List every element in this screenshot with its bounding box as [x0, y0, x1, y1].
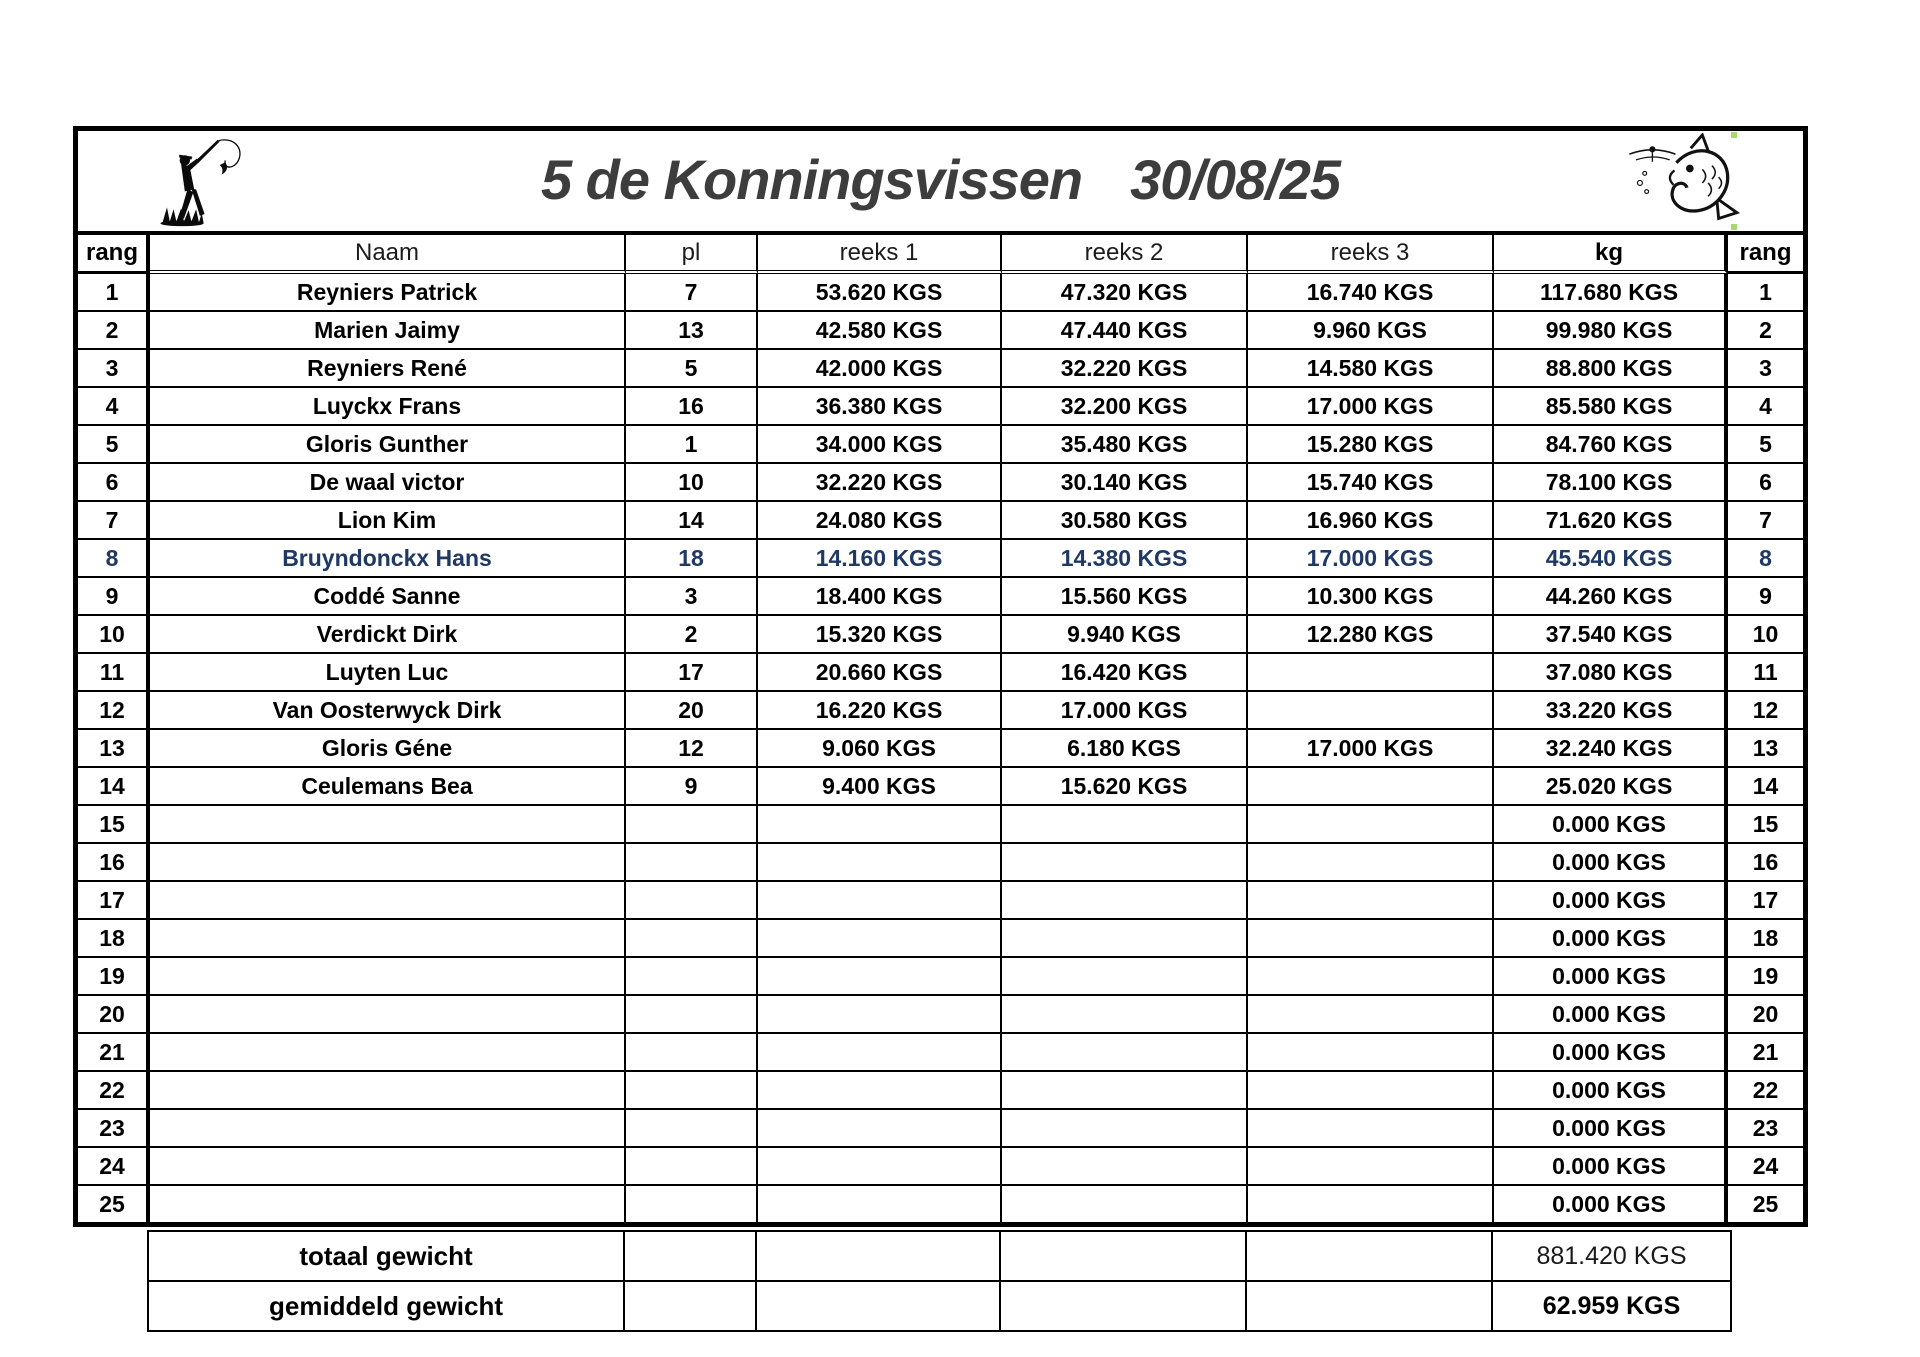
cell-rank-left[interactable]: 9 [78, 578, 150, 616]
cell-rank-right[interactable]: 17 [1728, 882, 1803, 920]
cell-kg[interactable]: 37.540 KGS [1494, 616, 1728, 654]
cell-name[interactable]: Luyten Luc [150, 654, 626, 692]
cell-pl[interactable]: 10 [626, 464, 758, 502]
table-row [78, 1186, 1803, 1224]
cell-rank-left[interactable]: 18 [78, 920, 150, 958]
cell-name[interactable]: Van Oosterwyck Dirk [150, 692, 626, 730]
cell-reeks-2[interactable] [1002, 1186, 1248, 1224]
cell-rank-right[interactable]: 11 [1728, 654, 1803, 692]
cell-pl[interactable] [626, 1072, 758, 1110]
cell-reeks-1[interactable] [758, 882, 1002, 920]
header-pl[interactable]: pl [626, 235, 758, 274]
total-weight-label[interactable]: totaal gewicht [149, 1232, 625, 1280]
selection-handle[interactable] [1731, 224, 1737, 230]
cell-pl[interactable] [626, 958, 758, 996]
header-reeks-2[interactable]: reeks 2 [1002, 235, 1248, 274]
cell-name[interactable] [150, 1148, 626, 1186]
table-row [78, 502, 1803, 540]
cell-rank-left[interactable]: 5 [78, 426, 150, 464]
total-weight-value[interactable]: 881.420 KGS [1536, 1241, 1687, 1270]
title-band [78, 131, 1803, 235]
cell-rank-right[interactable]: 21 [1728, 1034, 1803, 1072]
cell-name[interactable]: Reyniers Patrick [150, 274, 626, 312]
cell-reeks-3[interactable]: 17.000 KGS [1248, 388, 1494, 426]
header-reeks-1[interactable]: reeks 1 [758, 235, 1002, 274]
cell-reeks-2[interactable] [1002, 1072, 1248, 1110]
cell-pl[interactable] [626, 1034, 758, 1072]
cell-reeks-3[interactable]: 10.300 KGS [1248, 578, 1494, 616]
cell-reeks-1[interactable]: 14.160 KGS [758, 540, 1002, 578]
cell-reeks-2[interactable] [1002, 920, 1248, 958]
cell-reeks-1[interactable]: 9.400 KGS [758, 768, 1002, 806]
cell-reeks-3[interactable] [1248, 806, 1494, 844]
table-row [78, 464, 1803, 502]
cell-reeks-2[interactable]: 35.480 KGS [1002, 426, 1248, 464]
table-row [78, 1110, 1803, 1148]
empty-cell[interactable] [1247, 1232, 1493, 1280]
cell-rank-left[interactable]: 6 [78, 464, 150, 502]
cell-rank-left[interactable]: 4 [78, 388, 150, 426]
fish-icon[interactable] [1616, 133, 1756, 229]
cell-reeks-3[interactable]: 15.740 KGS [1248, 464, 1494, 502]
cell-kg[interactable]: 33.220 KGS [1494, 692, 1728, 730]
cell-kg[interactable]: 0.000 KGS [1494, 1110, 1728, 1148]
cell-reeks-1[interactable] [758, 1110, 1002, 1148]
average-weight-value[interactable]: 62.959 KGS [1542, 1291, 1681, 1320]
cell-reeks-3[interactable]: 14.580 KGS [1248, 350, 1494, 388]
header-row [78, 235, 1803, 274]
cell-reeks-1[interactable]: 15.320 KGS [758, 616, 1002, 654]
cell-name[interactable]: Lion Kim [150, 502, 626, 540]
table-row [78, 388, 1803, 426]
cell-reeks-3[interactable] [1248, 1186, 1494, 1224]
cell-kg[interactable]: 0.000 KGS [1494, 920, 1728, 958]
cell-kg[interactable]: 0.000 KGS [1494, 844, 1728, 882]
cell-reeks-3[interactable]: 12.280 KGS [1248, 616, 1494, 654]
header-rang-left[interactable]: rang [78, 235, 150, 274]
cell-rank-left[interactable]: 15 [78, 806, 150, 844]
cell-pl[interactable]: 12 [626, 730, 758, 768]
cell-reeks-2[interactable] [1002, 844, 1248, 882]
cell-pl[interactable]: 2 [626, 616, 758, 654]
cell-pl[interactable]: 18 [626, 540, 758, 578]
cell-rank-right[interactable]: 16 [1728, 844, 1803, 882]
cell-reeks-3[interactable] [1248, 958, 1494, 996]
cell-reeks-2[interactable]: 30.140 KGS [1002, 464, 1248, 502]
cell-pl[interactable]: 9 [626, 768, 758, 806]
cell-pl[interactable]: 14 [626, 502, 758, 540]
table-body [78, 274, 1803, 1224]
cell-rank-right[interactable]: 8 [1728, 540, 1803, 578]
empty-cell[interactable] [1247, 1282, 1493, 1330]
cell-reeks-3[interactable]: 17.000 KGS [1248, 730, 1494, 768]
cell-name[interactable]: Bruyndonckx Hans [150, 540, 626, 578]
cell-rank-right[interactable]: 9 [1728, 578, 1803, 616]
cell-kg[interactable]: 0.000 KGS [1494, 806, 1728, 844]
cell-rank-left[interactable]: 12 [78, 692, 150, 730]
cell-pl[interactable]: 7 [626, 274, 758, 312]
cell-reeks-2[interactable]: 6.180 KGS [1002, 730, 1248, 768]
cell-reeks-2[interactable] [1002, 958, 1248, 996]
cell-rank-left[interactable]: 17 [78, 882, 150, 920]
cell-rank-left[interactable]: 20 [78, 996, 150, 1034]
cell-reeks-1[interactable] [758, 1072, 1002, 1110]
empty-cell[interactable] [625, 1282, 757, 1330]
cell-rank-right[interactable]: 10 [1728, 616, 1803, 654]
cell-reeks-1[interactable] [758, 1186, 1002, 1224]
selection-handle[interactable] [1731, 132, 1737, 138]
cell-kg[interactable]: 25.020 KGS [1494, 768, 1728, 806]
table-row [78, 806, 1803, 844]
cell-rank-left[interactable]: 25 [78, 1186, 150, 1224]
cell-name[interactable]: Gloris Gunther [150, 426, 626, 464]
cell-rank-left[interactable]: 16 [78, 844, 150, 882]
cell-reeks-2[interactable]: 15.620 KGS [1002, 768, 1248, 806]
cell-reeks-2[interactable]: 47.320 KGS [1002, 274, 1248, 312]
cell-kg[interactable]: 32.240 KGS [1494, 730, 1728, 768]
cell-reeks-2[interactable] [1002, 1034, 1248, 1072]
cell-reeks-3[interactable]: 16.960 KGS [1248, 502, 1494, 540]
cell-name[interactable] [150, 1186, 626, 1224]
cell-rank-right[interactable]: 20 [1728, 996, 1803, 1034]
cell-reeks-1[interactable] [758, 996, 1002, 1034]
cell-pl[interactable]: 16 [626, 388, 758, 426]
cell-name[interactable]: Ceulemans Bea [150, 768, 626, 806]
cell-name[interactable] [150, 882, 626, 920]
cell-rank-right[interactable]: 7 [1728, 502, 1803, 540]
cell-rank-left[interactable]: 2 [78, 312, 150, 350]
cell-rank-left[interactable]: 24 [78, 1148, 150, 1186]
page-title [78, 147, 1803, 212]
cell-name[interactable]: Marien Jaimy [150, 312, 626, 350]
cell-kg[interactable]: 0.000 KGS [1494, 1072, 1728, 1110]
cell-name[interactable] [150, 844, 626, 882]
cell-reeks-1[interactable] [758, 958, 1002, 996]
cell-reeks-3[interactable]: 17.000 KGS [1248, 540, 1494, 578]
cell-name[interactable]: Verdickt Dirk [150, 616, 626, 654]
table-row [78, 1072, 1803, 1110]
table-row [78, 730, 1803, 768]
empty-cell[interactable] [1001, 1232, 1247, 1280]
empty-cell[interactable] [757, 1232, 1001, 1280]
cell-pl[interactable] [626, 1110, 758, 1148]
table-row [78, 654, 1803, 692]
table-row [78, 426, 1803, 464]
table-row [78, 578, 1803, 616]
table-row [78, 1148, 1803, 1186]
cell-pl[interactable] [626, 844, 758, 882]
cell-pl[interactable] [626, 996, 758, 1034]
cell-kg[interactable]: 117.680 KGS [1494, 274, 1728, 312]
cell-reeks-1[interactable] [758, 806, 1002, 844]
cell-rank-right[interactable]: 24 [1728, 1148, 1803, 1186]
table-row [78, 844, 1803, 882]
cell-rank-right[interactable]: 23 [1728, 1110, 1803, 1148]
cell-rank-left[interactable]: 23 [78, 1110, 150, 1148]
cell-pl[interactable] [626, 882, 758, 920]
cell-kg[interactable]: 44.260 KGS [1494, 578, 1728, 616]
cell-rank-right[interactable]: 1 [1728, 274, 1803, 312]
cell-pl[interactable]: 17 [626, 654, 758, 692]
cell-reeks-2[interactable]: 9.940 KGS [1002, 616, 1248, 654]
cell-pl[interactable]: 13 [626, 312, 758, 350]
cell-reeks-2[interactable]: 16.420 KGS [1002, 654, 1248, 692]
event-date: 30/08/25 [1130, 148, 1341, 211]
cell-name[interactable] [150, 1072, 626, 1110]
cell-reeks-1[interactable]: 42.000 KGS [758, 350, 1002, 388]
cell-kg[interactable]: 0.000 KGS [1494, 1186, 1728, 1224]
cell-kg[interactable]: 37.080 KGS [1494, 654, 1728, 692]
cell-rank-left[interactable]: 14 [78, 768, 150, 806]
cell-name[interactable] [150, 920, 626, 958]
cell-rank-left[interactable]: 13 [78, 730, 150, 768]
cell-reeks-1[interactable]: 20.660 KGS [758, 654, 1002, 692]
cell-reeks-2[interactable] [1002, 806, 1248, 844]
header-naam[interactable]: Naam [150, 235, 626, 274]
cell-rank-left[interactable]: 10 [78, 616, 150, 654]
empty-cell[interactable] [757, 1282, 1001, 1330]
cell-name[interactable]: Luyckx Frans [150, 388, 626, 426]
cell-rank-right[interactable]: 22 [1728, 1072, 1803, 1110]
cell-rank-left[interactable]: 22 [78, 1072, 150, 1110]
cell-reeks-3[interactable]: 9.960 KGS [1248, 312, 1494, 350]
cell-name[interactable]: De waal victor [150, 464, 626, 502]
cell-reeks-1[interactable]: 53.620 KGS [758, 274, 1002, 312]
cell-kg[interactable]: 0.000 KGS [1494, 882, 1728, 920]
table-row [78, 616, 1803, 654]
cell-rank-right[interactable]: 14 [1728, 768, 1803, 806]
cell-pl[interactable] [626, 806, 758, 844]
cell-reeks-3[interactable] [1248, 844, 1494, 882]
cell-reeks-2[interactable]: 30.580 KGS [1002, 502, 1248, 540]
cell-kg[interactable]: 88.800 KGS [1494, 350, 1728, 388]
cell-reeks-3[interactable] [1248, 654, 1494, 692]
cell-reeks-3[interactable] [1248, 768, 1494, 806]
cell-reeks-2[interactable]: 15.560 KGS [1002, 578, 1248, 616]
cell-rank-left[interactable]: 3 [78, 350, 150, 388]
table-row [78, 350, 1803, 388]
cell-reeks-2[interactable] [1002, 882, 1248, 920]
results-table [73, 126, 1808, 1227]
cell-name[interactable]: Coddé Sanne [150, 578, 626, 616]
table-row [78, 274, 1803, 312]
cell-kg[interactable]: 0.000 KGS [1494, 958, 1728, 996]
cell-rank-right[interactable]: 15 [1728, 806, 1803, 844]
table-row [78, 996, 1803, 1034]
cell-pl[interactable] [626, 920, 758, 958]
cell-reeks-3[interactable]: 15.280 KGS [1248, 426, 1494, 464]
table-row [78, 768, 1803, 806]
cell-name[interactable]: Reyniers René [150, 350, 626, 388]
event-title: 5 de Konningsvissen [540, 148, 1083, 211]
cell-kg[interactable]: 71.620 KGS [1494, 502, 1728, 540]
cell-reeks-1[interactable]: 16.220 KGS [758, 692, 1002, 730]
cell-name[interactable] [150, 958, 626, 996]
cell-rank-left[interactable]: 1 [78, 274, 150, 312]
cell-pl[interactable]: 3 [626, 578, 758, 616]
cell-rank-right[interactable]: 4 [1728, 388, 1803, 426]
cell-rank-right[interactable]: 25 [1728, 1186, 1803, 1224]
cell-reeks-3[interactable] [1248, 1148, 1494, 1186]
cell-rank-right[interactable]: 6 [1728, 464, 1803, 502]
cell-reeks-1[interactable]: 32.220 KGS [758, 464, 1002, 502]
cell-kg[interactable]: 78.100 KGS [1494, 464, 1728, 502]
empty-cell[interactable] [625, 1232, 757, 1280]
cell-rank-right[interactable]: 13 [1728, 730, 1803, 768]
cell-name[interactable]: Gloris Géne [150, 730, 626, 768]
cell-pl[interactable]: 5 [626, 350, 758, 388]
cell-reeks-3[interactable] [1248, 692, 1494, 730]
cell-rank-left[interactable]: 7 [78, 502, 150, 540]
average-weight-row [149, 1280, 1730, 1330]
header-reeks-3[interactable]: reeks 3 [1248, 235, 1494, 274]
cell-reeks-1[interactable] [758, 844, 1002, 882]
cell-reeks-1[interactable]: 34.000 KGS [758, 426, 1002, 464]
table-row [78, 1034, 1803, 1072]
cell-reeks-1[interactable]: 9.060 KGS [758, 730, 1002, 768]
cell-reeks-1[interactable]: 18.400 KGS [758, 578, 1002, 616]
cell-rank-left[interactable]: 19 [78, 958, 150, 996]
table-row [78, 312, 1803, 350]
cell-reeks-3[interactable] [1248, 996, 1494, 1034]
cell-reeks-1[interactable] [758, 1034, 1002, 1072]
cell-kg[interactable]: 84.760 KGS [1494, 426, 1728, 464]
cell-reeks-2[interactable]: 17.000 KGS [1002, 692, 1248, 730]
totals-box [147, 1230, 1732, 1332]
cell-rank-right[interactable]: 3 [1728, 350, 1803, 388]
cell-rank-right[interactable]: 18 [1728, 920, 1803, 958]
cell-kg[interactable]: 45.540 KGS [1494, 540, 1728, 578]
table-row [78, 920, 1803, 958]
cell-reeks-1[interactable]: 24.080 KGS [758, 502, 1002, 540]
cell-reeks-2[interactable]: 32.200 KGS [1002, 388, 1248, 426]
cell-rank-right[interactable]: 12 [1728, 692, 1803, 730]
cell-name[interactable] [150, 1034, 626, 1072]
cell-rank-left[interactable]: 21 [78, 1034, 150, 1072]
cell-reeks-2[interactable] [1002, 996, 1248, 1034]
cell-reeks-3[interactable] [1248, 1034, 1494, 1072]
cell-rank-left[interactable]: 8 [78, 540, 150, 578]
cell-reeks-1[interactable]: 42.580 KGS [758, 312, 1002, 350]
cell-pl[interactable] [626, 1186, 758, 1224]
table-row [78, 692, 1803, 730]
empty-cell[interactable] [1001, 1282, 1247, 1330]
header-rang-right[interactable]: rang [1728, 235, 1803, 274]
table-row [78, 882, 1803, 920]
cell-rank-right[interactable]: 19 [1728, 958, 1803, 996]
table-row [78, 958, 1803, 996]
cell-reeks-2[interactable]: 47.440 KGS [1002, 312, 1248, 350]
cell-kg[interactable]: 99.980 KGS [1494, 312, 1728, 350]
cell-kg[interactable]: 0.000 KGS [1494, 996, 1728, 1034]
cell-rank-right[interactable]: 2 [1728, 312, 1803, 350]
cell-reeks-3[interactable] [1248, 1110, 1494, 1148]
table-row [78, 540, 1803, 578]
cell-name[interactable] [150, 1110, 626, 1148]
cell-reeks-3[interactable]: 16.740 KGS [1248, 274, 1494, 312]
cell-reeks-2[interactable]: 32.220 KGS [1002, 350, 1248, 388]
cell-pl[interactable] [626, 1148, 758, 1186]
cell-reeks-2[interactable]: 14.380 KGS [1002, 540, 1248, 578]
results-sheet [73, 126, 1808, 1332]
total-weight-row [149, 1232, 1730, 1280]
cell-reeks-1[interactable] [758, 1148, 1002, 1186]
cell-kg[interactable]: 85.580 KGS [1494, 388, 1728, 426]
cell-rank-left[interactable]: 11 [78, 654, 150, 692]
cell-name[interactable] [150, 806, 626, 844]
cell-reeks-2[interactable] [1002, 1110, 1248, 1148]
cell-reeks-1[interactable] [758, 920, 1002, 958]
cell-kg[interactable]: 0.000 KGS [1494, 1148, 1728, 1186]
header-kg[interactable]: kg [1494, 235, 1728, 274]
cell-rank-right[interactable]: 5 [1728, 426, 1803, 464]
cell-reeks-3[interactable] [1248, 1072, 1494, 1110]
cell-reeks-2[interactable] [1002, 1148, 1248, 1186]
average-weight-label[interactable]: gemiddeld gewicht [149, 1282, 625, 1330]
cell-reeks-1[interactable]: 36.380 KGS [758, 388, 1002, 426]
cell-kg[interactable]: 0.000 KGS [1494, 1034, 1728, 1072]
cell-pl[interactable]: 1 [626, 426, 758, 464]
cell-pl[interactable]: 20 [626, 692, 758, 730]
cell-reeks-3[interactable] [1248, 882, 1494, 920]
cell-name[interactable] [150, 996, 626, 1034]
cell-reeks-3[interactable] [1248, 920, 1494, 958]
